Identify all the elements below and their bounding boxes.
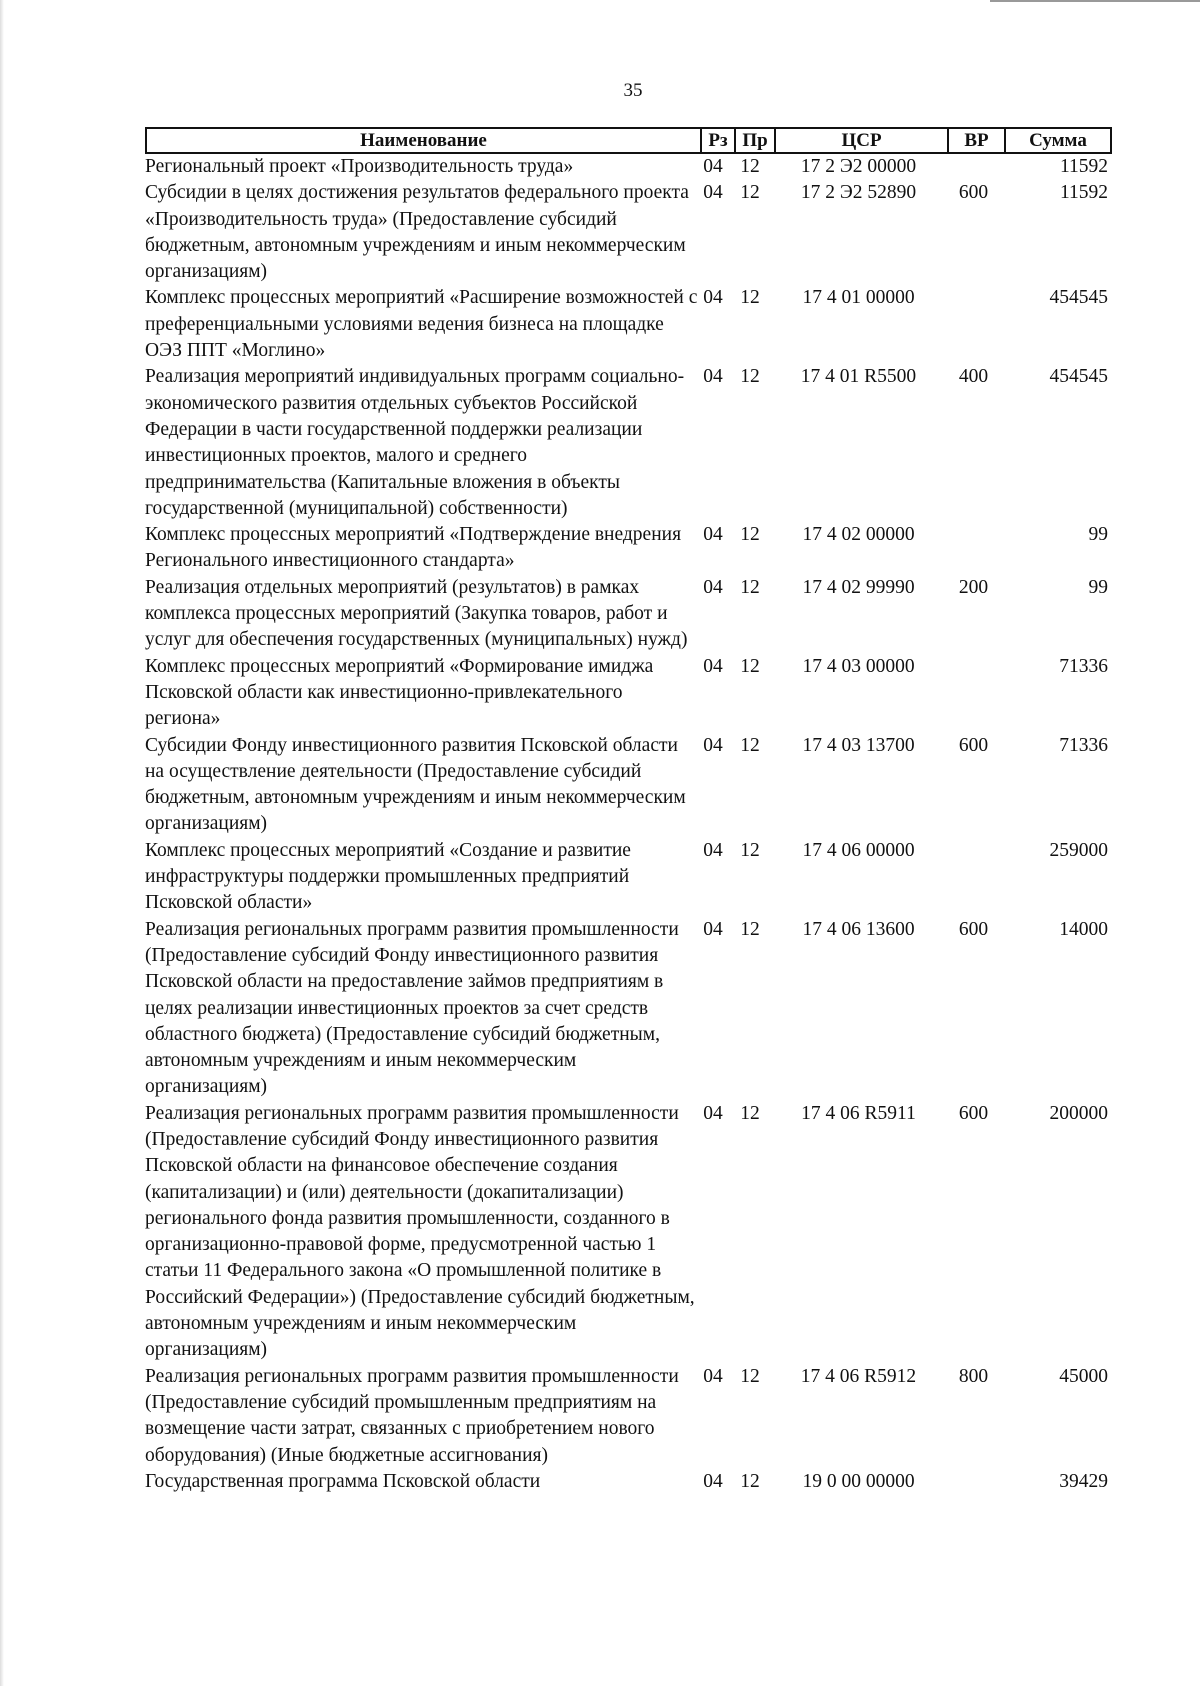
row-name: Реализация региональных программ развития промышленности (Предоставление субсидий Фонду инвестиционного развития Псковской области на финансовое обеспечение создания (капитализации) и (или) деятельности (докапитализации) регионального фонда развития промышленности, созданного в организационно-правовой форме, предусмотренной частью 1 статьи 11 Федерального закона «О промышленной политике в Российский Федерации») (Предоставление субсидий бюджетным, автономным учреждениям и иным некоммерческим организациям) [145,1102,695,1361]
row-csr: 17 4 02 00000 [802,524,915,546]
row-csr: 17 4 02 99990 [802,576,915,598]
row-vr: 600 [958,734,989,756]
row-name: Субсидии Фонду инвестиционного развития Псковской области на осуществление деятельности (Предоставление субсидий бюджетным, автономным учреждениям и иным некоммерческим организациям) [145,734,686,835]
row-sum: 71336 [1059,655,1108,677]
budget-table [145,127,1112,1495]
row-name: Реализация отдельных мероприятий (результатов) в рамках комплекса процессных мероприятий (Закупка товаров, работ и услуг для обеспечения государственных (муниципальных) нужд) [145,576,688,651]
row-sum: 454545 [1049,287,1108,309]
row-csr: 17 4 06 R5911 [801,1102,916,1124]
row-name: Реализация мероприятий индивидуальных программ социально-экономического развития отдельных субъектов Российской Федерации в части государственной поддержки реализации инвестиционных проектов, малого и среднего предпринимательства (Капитальные вложения в объекты государственной (муниципальной) собственности) [145,366,685,519]
row-name: Комплекс процессных мероприятий «Подтверждение внедрения Регионального инвестиционного стандарта» [145,524,682,572]
row-rz: 04 [703,287,723,309]
row-rz: 04 [703,366,723,388]
row-sum: 454545 [1049,366,1108,388]
row-csr: 17 4 01 00000 [802,287,915,309]
row-rz: 04 [703,1470,723,1492]
table-row [145,522,1112,575]
row-pr: 12 [740,576,760,598]
table-row [145,654,1112,733]
row-vr: 200 [958,576,989,598]
row-vr [945,838,1002,917]
row-sum: 11592 [1059,182,1108,204]
header-sum: Сумма [1004,129,1110,152]
row-name: Реализация региональных программ развития промышленности (Предоставление субсидий Фонду инвестиционного развития Псковской области на предоставление займов предприятиям в целях реализации инвестиционных проектов за счет средств областного бюджета) (Предоставление субсидий бюджетным, автономным учреждениям и иным некоммерческим организациям) [145,918,679,1098]
row-pr: 12 [740,1102,760,1124]
row-pr: 12 [740,182,760,204]
row-pr: 12 [740,366,760,388]
table-body [145,154,1112,1495]
row-rz: 04 [703,655,723,677]
row-rz: 04 [703,918,723,940]
row-csr: 17 4 06 13600 [802,918,915,940]
header-rz: Рз [700,129,734,152]
row-vr: 600 [958,182,989,204]
row-csr: 17 4 06 R5912 [800,1365,917,1387]
scan-corner-mark [990,0,1200,2]
row-pr: 12 [740,918,760,940]
row-sum: 99 [1088,524,1108,546]
table-row [145,1101,1112,1364]
row-pr: 12 [740,734,760,756]
row-name: Комплекс процессных мероприятий «Создание и развитие инфраструктуры поддержки промышленных предприятий Псковской области» [145,839,631,914]
table-row [145,1469,1112,1495]
row-rz: 04 [703,156,723,177]
row-pr: 12 [740,1470,760,1492]
row-sum: 259000 [1049,839,1108,861]
page-number: 35 [623,80,643,101]
row-csr: 17 4 01 R5500 [800,366,917,388]
row-sum: 71336 [1059,734,1108,756]
table-row [145,154,1112,180]
row-csr: 17 4 06 00000 [802,839,915,861]
row-vr [945,285,1002,364]
row-vr [945,154,1002,180]
row-pr: 12 [740,287,760,309]
row-rz: 04 [703,182,723,204]
row-pr: 12 [740,524,760,546]
header-pr: Пр [734,129,774,152]
row-sum: 14000 [1059,918,1108,940]
row-name: Комплекс процессных мероприятий «Расширение возможностей с преференциальными условиями ведения бизнеса на площадке ОЭЗ ППТ «Моглино» [145,287,698,362]
row-rz: 04 [703,839,723,861]
row-name: Государственная программа Псковской области [145,1470,541,1492]
table-row [145,285,1112,364]
table-row [145,838,1112,917]
row-rz: 04 [703,1365,723,1387]
row-csr: 17 2 Э2 00000 [800,156,917,177]
table-row [145,733,1112,838]
row-rz: 04 [703,734,723,756]
row-vr [945,1469,1002,1495]
scan-edge [0,0,4,1686]
row-name: Реализация региональных программ развития промышленности (Предоставление субсидий промышленным предприятиям на возмещение части затрат, связанных с приобретением нового оборудования) (Иные бюджетные ассигнования) [145,1365,679,1466]
header-csr: ЦСР [774,129,947,152]
table-row [145,917,1112,1101]
row-pr: 12 [740,839,760,861]
table-row [145,575,1112,654]
row-vr [945,522,1002,575]
row-sum: 99 [1088,576,1108,598]
row-rz: 04 [703,524,723,546]
table-header [145,127,1112,154]
row-name: Комплекс процессных мероприятий «Формирование имиджа Псковской области как инвестиционно-привлекательного региона» [145,655,654,730]
row-csr: 17 4 03 13700 [802,734,915,756]
table-row [145,1364,1112,1469]
row-name: Субсидии в целях достижения результатов федерального проекта «Производительность труда» (Предоставление субсидий бюджетным, автономным учреждениям и иным некоммерческим организациям) [145,182,689,283]
row-sum: 45000 [1059,1365,1108,1387]
row-pr: 12 [740,156,760,177]
header-name: Наименование [360,130,487,151]
row-vr: 600 [958,1102,989,1124]
row-vr: 800 [958,1365,989,1387]
row-pr: 12 [740,1365,760,1387]
row-sum: 39429 [1059,1470,1108,1492]
row-sum: 200000 [1049,1102,1108,1124]
row-rz: 04 [703,1102,723,1124]
row-sum: 11592 [1059,156,1108,177]
row-pr: 12 [740,655,760,677]
table-row [145,180,1112,285]
header-vr: ВР [947,129,1004,152]
row-csr: 17 4 03 00000 [802,655,915,677]
row-vr: 400 [958,366,989,388]
row-vr: 600 [958,918,989,940]
row-name: Региональный проект «Производительность труда» [145,156,574,177]
table-row [145,364,1112,522]
row-vr [945,654,1002,733]
row-csr: 19 0 00 00000 [802,1470,915,1492]
row-csr: 17 2 Э2 52890 [800,182,917,204]
row-rz: 04 [703,576,723,598]
